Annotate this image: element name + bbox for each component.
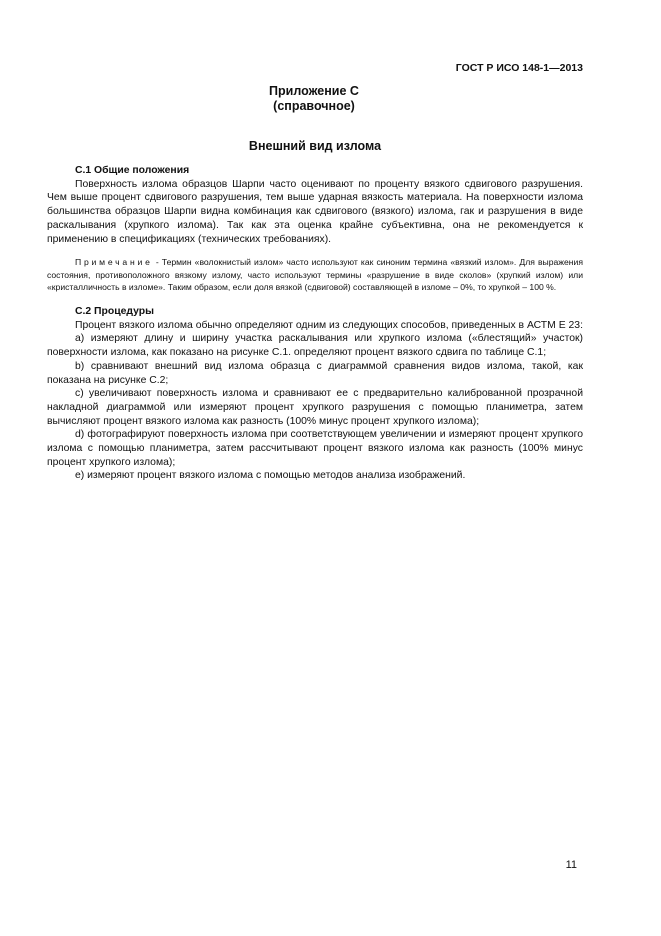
section-2-intro: Процент вязкого излома обычно определяют одним из следующих способов, приведенных в АСТМ Е 23: (75, 319, 583, 331)
section-1-heading: С.1 Общие положения (75, 165, 190, 176)
appendix-title: Приложение С (269, 84, 359, 98)
note-label: Примечание (75, 257, 153, 268)
note-text: - Термин «волокнистый излом» часто используют как синоним термина «вязкий излом». Для выражения состояния, противоположного вязкому излому, часто используют термины «разрушение в виде сколов» (хрупкий излом) или «кристалличность в изломе». Таким образом, если доля вязкой (сдвиговой) составляющей в изломе – 0%, то хрупкой – 100 %. (47, 257, 583, 293)
appendix-subtitle: (справочное) (273, 99, 355, 113)
section-title: Внешний вид излома (248, 139, 382, 153)
document-body (47, 164, 583, 483)
document-header: ГОСТ Р ИСО 148-1—2013 (455, 62, 583, 74)
list-item-a: а) измеряют длину и ширину участка раскалывания или хрупкого излома («блестящий» участок) поверхности излома, как показано на рисунке С.1. определяют процент вязкого сдвига по таблице С.1; (47, 333, 583, 359)
list-item-e: е) измеряют процент вязкого излома с помощью методов анализа изображений. (75, 470, 466, 482)
list-item-b: b) сравнивают внешний вид излома образца с диаграммой сравнения видов излома, такой, как показана на рисунке С.2; (47, 360, 583, 386)
list-item-c: с) увеличивают поверхность излома и сравнивают ее с предварительно калиброванной прозрачной накладной диаграммой или измеряют процент хрупкого разрушения с помощью планиметра, затем вычисляют процент вязкого излома как разность (100% минус процент хрупкого излома); (47, 388, 583, 427)
section-1-paragraph: Поверхность излома образцов Шарпи часто оценивают по проценту вязкого сдвигового разрушения. Чем выше процент сдвигового разрушения, тем выше ударная вязкость материала. На поверхности излома большинства образцов Шарпи видна комбинация как сдвигового (вязкого) излома, гак и разрушения в виде раскалывания (хрупкого излома). Так как эта оценка крайне субъективна, она не рекомендуется к применению в спецификациях (технических требованиях). (47, 178, 583, 245)
note (47, 256, 583, 294)
page-number: 11 (565, 859, 577, 871)
section-2-heading: С.2 Процедуры (75, 306, 154, 317)
list-item-d: d) фотографируют поверхность излома при соответствующем увеличении и измеряют процент хрупкого излома с помощью планиметра, затем рассчитывают процент вязкого излома как разность (100% минус процент хрупкого излома); (47, 429, 583, 468)
